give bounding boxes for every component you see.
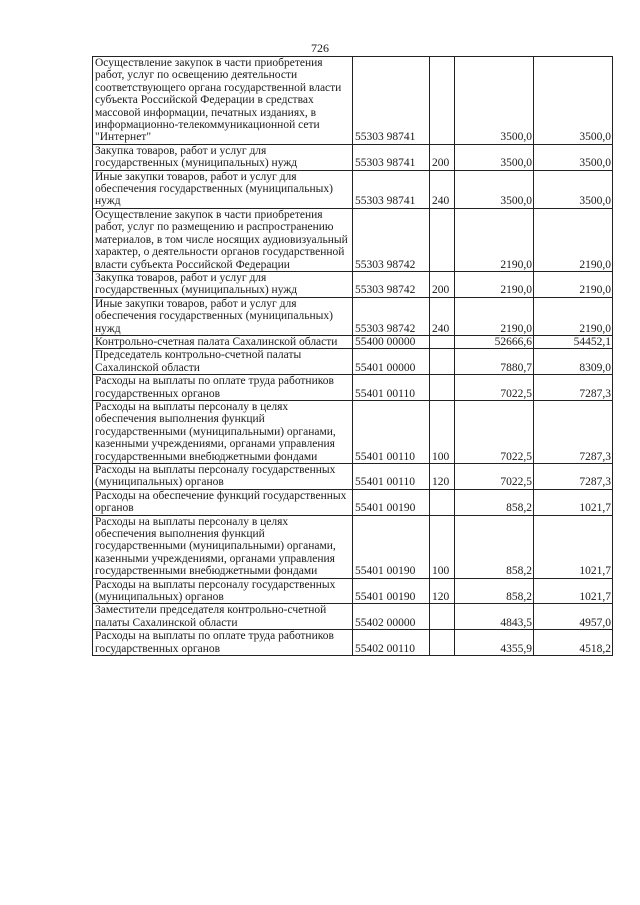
row-expense-type-cell — [430, 489, 455, 515]
table-row — [93, 375, 613, 401]
row-name-cell: Осуществление закупок в части приобретения работ, услуг по освещению деятельности соответствующего органа государственной власти субъекта Российской Федерации в средствах массовой информации, печатных изданиях, в информационно-телекоммуникационной сети "Интернет" — [93, 57, 353, 145]
table-row — [93, 515, 613, 578]
row-expense-type-cell: 240 — [430, 297, 455, 335]
row-amount-first-cell: 7022,5 — [455, 400, 534, 463]
row-code-cell: 55303 98742 — [353, 271, 430, 297]
table-row — [93, 335, 613, 348]
row-code-cell: 55401 00190 — [353, 515, 430, 578]
row-code-cell: 55401 00190 — [353, 578, 430, 604]
row-amount-first-cell: 2190,0 — [455, 271, 534, 297]
row-code-cell: 55401 00000 — [353, 349, 430, 375]
row-amount-first-cell: 3500,0 — [455, 144, 534, 170]
budget-table-body — [93, 57, 613, 656]
row-amount-second-cell: 7287,3 — [534, 375, 613, 401]
table-row — [93, 604, 613, 630]
row-expense-type-cell: 120 — [430, 464, 455, 490]
row-code-cell: 55401 00110 — [353, 464, 430, 490]
row-code-cell: 55400 00000 — [353, 335, 430, 348]
row-name-cell: Осуществление закупок в части приобретения работ, услуг по размещению и распространению материалов, в том числе носящих аудиовизуальный характер, о деятельности органов государственной власти субъекта Российской Федерации — [93, 208, 353, 271]
row-name-cell: Заместители председателя контрольно-счетной палаты Сахалинской области — [93, 604, 353, 630]
row-code-cell: 55401 00110 — [353, 400, 430, 463]
row-amount-second-cell: 3500,0 — [534, 144, 613, 170]
row-amount-first-cell: 858,2 — [455, 515, 534, 578]
row-amount-second-cell: 54452,1 — [534, 335, 613, 348]
row-expense-type-cell: 120 — [430, 578, 455, 604]
row-amount-second-cell: 7287,3 — [534, 464, 613, 490]
table-row — [93, 297, 613, 335]
row-code-cell: 55303 98741 — [353, 57, 430, 145]
row-name-cell: Расходы на выплаты по оплате труда работников государственных органов — [93, 630, 353, 656]
row-name-cell: Расходы на выплаты персоналу в целях обеспечения выполнения функций государственными (муниципальными) органами, казенными учреждениями, органами управления государственными внебюджетными фондами — [93, 515, 353, 578]
row-expense-type-cell — [430, 208, 455, 271]
row-amount-second-cell: 1021,7 — [534, 515, 613, 578]
table-row — [93, 170, 613, 208]
row-amount-first-cell: 3500,0 — [455, 57, 534, 145]
table-row — [93, 489, 613, 515]
row-expense-type-cell — [430, 335, 455, 348]
row-amount-second-cell: 7287,3 — [534, 400, 613, 463]
row-amount-second-cell: 8309,0 — [534, 349, 613, 375]
page-number: 726 — [311, 41, 329, 55]
table-row — [93, 400, 613, 463]
row-expense-type-cell — [430, 604, 455, 630]
row-expense-type-cell: 100 — [430, 515, 455, 578]
row-code-cell: 55303 98741 — [353, 170, 430, 208]
table-row — [93, 578, 613, 604]
table-row — [93, 57, 613, 145]
row-amount-first-cell: 4355,9 — [455, 630, 534, 656]
row-expense-type-cell: 200 — [430, 144, 455, 170]
row-expense-type-cell — [430, 349, 455, 375]
row-expense-type-cell — [430, 630, 455, 656]
row-amount-second-cell: 2190,0 — [534, 271, 613, 297]
table-row — [93, 208, 613, 271]
row-expense-type-cell: 200 — [430, 271, 455, 297]
row-amount-first-cell: 2190,0 — [455, 208, 534, 271]
row-code-cell: 55402 00000 — [353, 604, 430, 630]
row-code-cell: 55303 98741 — [353, 144, 430, 170]
row-amount-second-cell: 1021,7 — [534, 489, 613, 515]
row-expense-type-cell — [430, 375, 455, 401]
table-row — [93, 144, 613, 170]
row-name-cell: Закупка товаров, работ и услуг для государственных (муниципальных) нужд — [93, 144, 353, 170]
table-row — [93, 630, 613, 656]
row-amount-first-cell: 858,2 — [455, 578, 534, 604]
row-name-cell: Расходы на выплаты персоналу государственных (муниципальных) органов — [93, 578, 353, 604]
row-amount-first-cell: 2190,0 — [455, 297, 534, 335]
table-row — [93, 349, 613, 375]
row-name-cell: Расходы на выплаты персоналу государственных (муниципальных) органов — [93, 464, 353, 490]
row-name-cell: Расходы на выплаты по оплате труда работников государственных органов — [93, 375, 353, 401]
row-name-cell: Закупка товаров, работ и услуг для государственных (муниципальных) нужд — [93, 271, 353, 297]
row-amount-first-cell: 858,2 — [455, 489, 534, 515]
row-amount-first-cell: 7022,5 — [455, 464, 534, 490]
row-name-cell: Контрольно-счетная палата Сахалинской области — [93, 335, 353, 348]
row-code-cell: 55401 00110 — [353, 375, 430, 401]
row-code-cell: 55401 00190 — [353, 489, 430, 515]
row-amount-first-cell: 3500,0 — [455, 170, 534, 208]
row-amount-second-cell: 1021,7 — [534, 578, 613, 604]
row-code-cell: 55303 98742 — [353, 208, 430, 271]
row-name-cell: Расходы на выплаты персоналу в целях обеспечения выполнения функций государственными (муниципальными) органами, казенными учреждениями, органами управления государственными внебюджетными фондами — [93, 400, 353, 463]
row-name-cell: Иные закупки товаров, работ и услуг для обеспечения государственных (муниципальных) нужд — [93, 170, 353, 208]
row-amount-second-cell: 2190,0 — [534, 208, 613, 271]
row-name-cell: Расходы на обеспечение функций государственных органов — [93, 489, 353, 515]
row-amount-second-cell: 3500,0 — [534, 170, 613, 208]
table-row — [93, 464, 613, 490]
row-amount-first-cell: 7880,7 — [455, 349, 534, 375]
row-expense-type-cell: 100 — [430, 400, 455, 463]
budget-table — [92, 56, 613, 656]
row-amount-first-cell: 52666,6 — [455, 335, 534, 348]
row-amount-first-cell: 4843,5 — [455, 604, 534, 630]
row-amount-second-cell: 4518,2 — [534, 630, 613, 656]
row-amount-first-cell: 7022,5 — [455, 375, 534, 401]
table-row — [93, 271, 613, 297]
row-code-cell: 55303 98742 — [353, 297, 430, 335]
row-name-cell: Председатель контрольно-счетной палаты Сахалинской области — [93, 349, 353, 375]
row-amount-second-cell: 4957,0 — [534, 604, 613, 630]
row-amount-second-cell: 3500,0 — [534, 57, 613, 145]
row-expense-type-cell — [430, 57, 455, 145]
row-name-cell: Иные закупки товаров, работ и услуг для обеспечения государственных (муниципальных) нужд — [93, 297, 353, 335]
row-expense-type-cell: 240 — [430, 170, 455, 208]
row-code-cell: 55402 00110 — [353, 630, 430, 656]
row-amount-second-cell: 2190,0 — [534, 297, 613, 335]
